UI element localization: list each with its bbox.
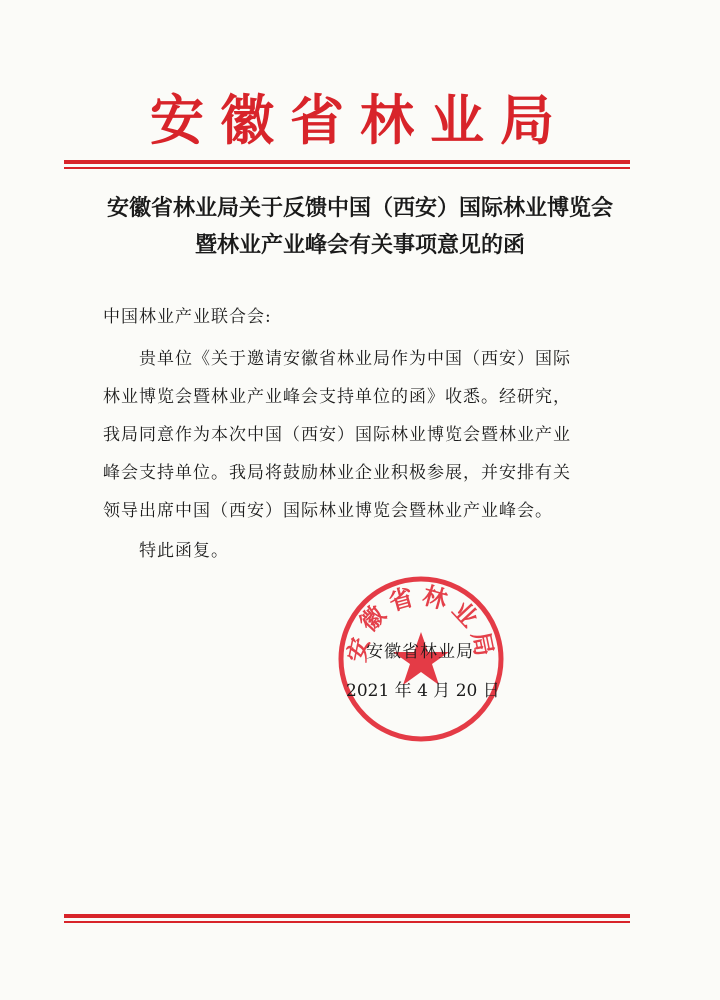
- salutation: 中国林业产业联合会:: [103, 307, 272, 327]
- seal-arc-text: 安徽省林业局: [341, 580, 501, 665]
- divider-thick-line: [64, 914, 630, 918]
- body-line: 林业博览会暨林业产业峰会支持单位的函》收悉。经研究，: [103, 387, 571, 407]
- closing-remark: 特此函复。: [139, 541, 229, 561]
- document-title-line-2: 暨林业产业峰会有关事项意见的函: [194, 232, 525, 258]
- masthead-title: 安徽省林业局: [150, 88, 570, 152]
- divider-thick-line: [64, 160, 630, 164]
- signature-organization: 安徽省林业局: [366, 642, 474, 662]
- body-line: 我局同意作为本次中国（西安）国际林业博览会暨林业产业: [103, 425, 571, 445]
- document-title-line-1: 安徽省林业局关于反馈中国（西安）国际林业博览会: [106, 195, 613, 221]
- masthead-divider: [64, 160, 630, 169]
- divider-thin-line: [64, 167, 630, 169]
- divider-thin-line: [64, 921, 630, 923]
- body-line: 峰会支持单位。我局将鼓励林业企业积极参展，并安排有关: [103, 463, 571, 483]
- footer-divider: [64, 914, 630, 923]
- signature-date: 2021 年 4 月 20 日: [346, 681, 500, 701]
- body-line: 贵单位《关于邀请安徽省林业局作为中国（西安）国际: [139, 349, 571, 369]
- body-line: 领导出席中国（西安）国际林业博览会暨林业产业峰会。: [103, 501, 553, 521]
